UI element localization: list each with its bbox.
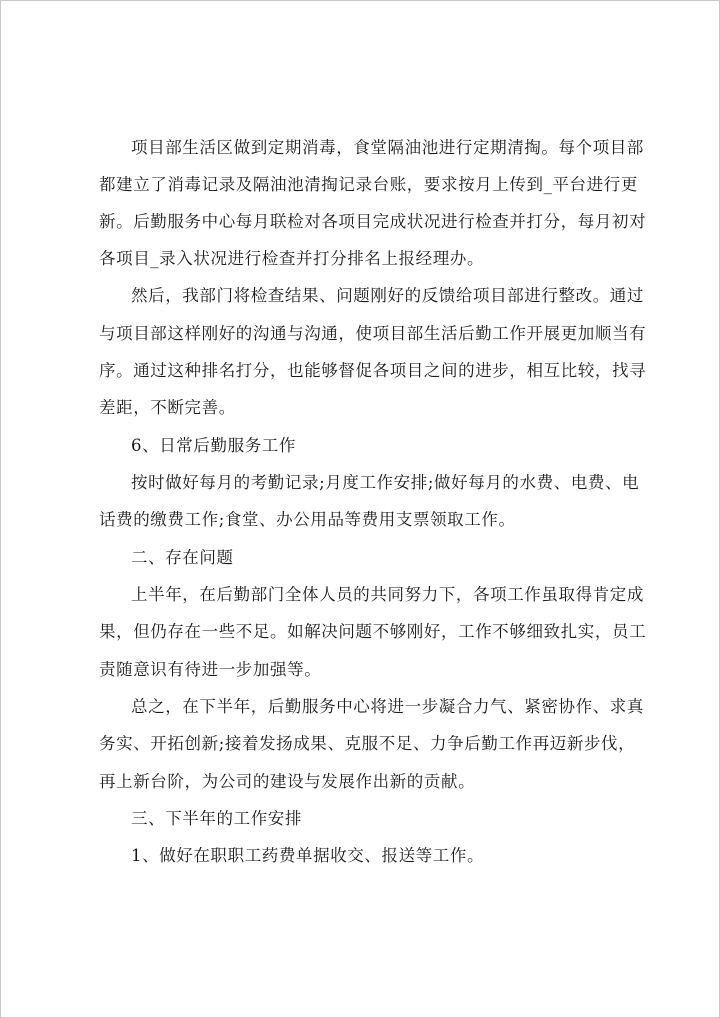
- paragraph-line: 总之，在下半年，后勤服务中心将进一步凝合力气、紧密协作、求真: [131, 697, 644, 716]
- paragraph-line: 序。通过这种排名打分，也能够督促各项目之间的进步，相互比较，找寻: [99, 361, 647, 380]
- paragraph-line: 1、做好在职职工药费单据收交、报送等工作。: [131, 846, 485, 865]
- paragraph-line: 再上新台阶，为公司的建设与发展作出新的贡献。: [99, 772, 476, 791]
- paragraph-line: 新。后勤服务中心每月联检对各项目完成状况进行检查并打分，每月初对: [99, 212, 647, 231]
- paragraph-line: 然后，我部门将检查结果、问题刚好的反馈给项目部进行整改。通过: [131, 286, 644, 305]
- section-heading: 三、下半年的工作安排: [131, 809, 302, 828]
- paragraph-line: 与项目部这样刚好的沟通与沟通，使项目部生活后勤工作开展更加顺当有: [99, 324, 647, 343]
- paragraph-line: 按时做好每月的考勤记录;月度工作安排;做好每月的水费、电费、电: [131, 473, 640, 492]
- paragraph-line: 责随意识有待进一步加强等。: [99, 660, 322, 679]
- paragraph-line: 务实、开拓创新;接着发扬成果、克服不足、力争后勤工作再迈新步伐，: [99, 734, 636, 753]
- paragraph-line: 话费的缴费工作;食堂、办公用品等费用支票领取工作。: [99, 510, 516, 529]
- paragraph-line: 都建立了消毒记录及隔油池清掏记录台账，要求按月上传到_平台进行更: [99, 175, 638, 194]
- paragraph-line: 果，但仍存在一些不足。如解决问题不够刚好，工作不够细致扎实，员工: [99, 622, 647, 641]
- paragraph-line: 差距，不断完善。: [99, 398, 236, 417]
- section-heading: 6、日常后勤服务工作: [131, 436, 296, 455]
- section-heading: 二、存在问题: [131, 548, 234, 567]
- paragraph-line: 各项目_录入状况进行检查并打分排名上报经理办。: [99, 249, 485, 268]
- paragraph-line: 项目部生活区做到定期消毒，食堂隔油池进行定期清掏。每个项目部: [131, 138, 644, 157]
- paragraph-line: 上半年，在后勤部门全体人员的共同努力下，各项工作虽取得肯定成: [131, 585, 644, 604]
